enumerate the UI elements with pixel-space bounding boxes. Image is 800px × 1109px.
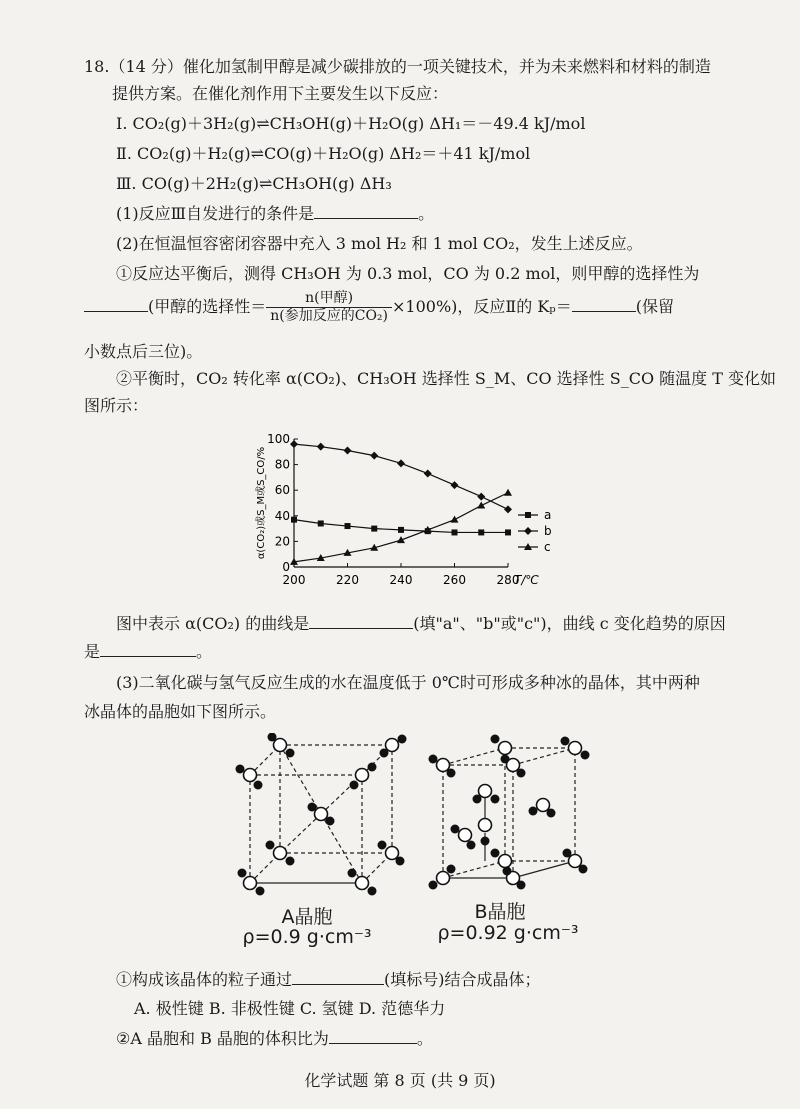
part3-2-end: 。 [416, 1029, 433, 1048]
answer-reason [84, 642, 212, 662]
series-a-point [452, 529, 458, 535]
series-b-point [317, 443, 325, 451]
oxygen-atom [274, 739, 287, 752]
reaction-3: Ⅲ. CO(g)＋2H₂(g)⇌CH₃OH(g) ΔH₃ [116, 174, 392, 193]
cell-b-edge [443, 748, 505, 765]
part1-end: 。 [418, 204, 435, 223]
part2-2-cont: 图所示： [84, 396, 149, 415]
hydrogen-atom [467, 841, 476, 850]
legend-label: b [544, 524, 552, 538]
series-b-line [294, 444, 508, 509]
part2-2: ②平衡时，CO₂ 转化率 α(CO₂)、CH₃OH 选择性 S_M、CO 选择性 S_CO 随温度 T 变化如 [116, 369, 776, 388]
answer-options: A. 极性键 B. 非极性键 C. 氢键 D. 范德华力 [134, 999, 446, 1018]
series-b-point [477, 493, 485, 501]
oxygen-atom [356, 877, 369, 890]
series-a-point [318, 520, 324, 526]
part3-2-text: ②A 晶胞和 B 晶胞的体积比为 [116, 1029, 329, 1048]
hydrogen-atom [447, 865, 456, 874]
selectivity-line [84, 288, 674, 326]
hydrogen-atom [491, 849, 500, 858]
selectivity-line-2: 小数点后三位)。 [84, 342, 203, 361]
series-a-point [345, 523, 351, 529]
reaction-2: Ⅱ. CO₂(g)＋H₂(g)⇌CO(g)＋H₂O(g) ΔH₂＝＋41 kJ/mol [116, 144, 531, 163]
part3: (3)二氧化碳与氢气反应生成的水在温度低于 0℃时可形成多种冰的晶体，其中两种 [116, 673, 700, 692]
x-tick-label: 200 [282, 573, 306, 587]
hydrogen-atom [256, 887, 265, 896]
hydrogen-atom [286, 749, 295, 758]
y-tick-label: 80 [274, 457, 290, 472]
oxygen-atom [274, 847, 287, 860]
hydrogen-atom [429, 755, 438, 764]
x-tick-label: 220 [336, 573, 359, 587]
oxygen-atom [386, 739, 399, 752]
hydrogen-atom [473, 795, 482, 804]
part1-blank[interactable] [314, 204, 418, 219]
y-tick-label: 100 [267, 432, 290, 446]
cell-b-edge [513, 861, 575, 878]
series-b-point [290, 440, 298, 448]
hydrogen-atom [368, 763, 377, 772]
part3-1-text: ①构成该晶体的粒子通过 [116, 970, 293, 989]
hydrogen-atom [517, 769, 526, 778]
x-tick-label: 240 [389, 573, 413, 587]
series-b-point [451, 481, 459, 489]
y-tick-label: 0 [282, 560, 290, 574]
hydrogen-atom [398, 735, 407, 744]
part2-1: ①反应达平衡后，测得 CH₃OH 为 0.3 mol，CO 为 0.2 mol，则甲醇的选择性为 [116, 264, 700, 283]
x-tick-label: 260 [443, 573, 466, 587]
hydrogen-atom [447, 769, 456, 778]
hydrogen-atom [266, 841, 275, 850]
hydrogen-atom [529, 807, 538, 816]
hydrogen-atom [348, 869, 357, 878]
question-header: 18.（14 分）催化加氢制甲醇是减少碳排放的一项关键技术，并为未来燃料和材料的制造 [84, 57, 711, 76]
hydrogen-atom [326, 817, 335, 826]
answer-curve-hint: (填"a"、"b"或"c")，曲线 c 变化趋势的原因 [413, 614, 726, 633]
hydrogen-atom [517, 881, 526, 890]
curve-blank[interactable] [309, 614, 413, 629]
y-axis-label: α(CO₂)或S_M或S_CO/% [256, 446, 267, 560]
reason-blank[interactable] [100, 642, 196, 657]
part2: (2)在恒温恒容密闭容器中充入 3 mol H₂ 和 1 mol CO₂，发生上述反应。 [116, 234, 643, 253]
hydrogen-atom [503, 867, 512, 876]
oxygen-atom [479, 785, 492, 798]
part3-1-hint: (填标号)结合成晶体； [384, 970, 541, 989]
crystal-cell-b [425, 733, 590, 898]
oxygen-atom [244, 877, 257, 890]
series-b-point [344, 447, 352, 455]
hydrogen-atom [308, 803, 317, 812]
fraction-denominator: n(参加反应的CO₂) [270, 308, 388, 324]
oxygen-atom [356, 769, 369, 782]
legend-label: a [544, 508, 552, 522]
hydrogen-atom [378, 841, 387, 850]
x-tick-label: 280 [496, 573, 520, 587]
answer-reason-text: 是 [84, 642, 101, 661]
oxygen-atom [537, 799, 550, 812]
cell-a-bond [280, 814, 321, 853]
answer-curve [116, 614, 726, 634]
oxygen-atom [244, 769, 257, 782]
hydrogen-atom [547, 809, 556, 818]
hydrogen-atom [491, 795, 500, 804]
kp-blank[interactable] [572, 297, 636, 312]
part3-1 [116, 970, 541, 990]
series-b-point [424, 470, 432, 478]
cell-a-density: ρ=0.9 g·cm⁻³ [242, 926, 372, 948]
hydrogen-atom [579, 865, 588, 874]
selectivity-tail: (保留 [635, 297, 674, 316]
legend-label: c [544, 540, 551, 554]
selectivity-fraction [266, 290, 392, 325]
cell-a-bond [321, 775, 362, 814]
series-a-point [398, 527, 404, 533]
oxygen-atom [437, 759, 450, 772]
y-tick-label: 60 [274, 483, 290, 498]
oxygen-atom [386, 847, 399, 860]
question-header-cont: 提供方案。在催化剂作用下主要发生以下反应： [112, 84, 449, 103]
cell-b-edge [513, 748, 575, 765]
y-tick-label: 20 [274, 534, 290, 549]
hydrogen-atom [368, 887, 377, 896]
part1-text: (1)反应Ⅲ自发进行的条件是 [116, 204, 315, 223]
fraction-numerator: n(甲醇) [266, 290, 392, 308]
line-chart [230, 425, 560, 597]
oxygen-atom [569, 855, 582, 868]
series-a-point [371, 526, 377, 532]
hydrogen-atom [286, 857, 295, 866]
series-b-point [370, 452, 378, 460]
hydrogen-atom [350, 781, 359, 790]
hydrogen-atom [254, 781, 263, 790]
series-b-point [504, 505, 512, 513]
cell-a-name: A晶胞 [281, 906, 333, 928]
selectivity-prefix: (甲醇的选择性＝ [148, 297, 267, 316]
hydrogen-atom [501, 755, 510, 764]
cell-b-density: ρ=0.92 g·cm⁻³ [437, 922, 579, 944]
hydrogen-atom [563, 849, 572, 858]
oxygen-atom [499, 742, 512, 755]
selectivity-suffix: ×100%)，反应Ⅱ的 Kₚ＝ [392, 297, 572, 316]
hydrogen-atom [581, 751, 590, 760]
series-c-point [477, 502, 485, 509]
answer-curve-text: 图中表示 α(CO₂) 的曲线是 [116, 614, 310, 633]
series-b-point [397, 459, 405, 467]
series-a-point [478, 529, 484, 535]
cell-b-name: B晶胞 [474, 901, 526, 923]
y-tick-label: 40 [274, 508, 290, 523]
bond-type-blank[interactable] [292, 970, 384, 985]
series-c-point [451, 516, 459, 523]
oxygen-atom [315, 808, 328, 821]
hydrogen-atom [396, 857, 405, 866]
reaction-1: Ⅰ. CO₂(g)＋3H₂(g)⇌CH₃OH(g)＋H₂O(g) ΔH₁＝－49.4 kJ/mol [116, 114, 586, 133]
hydrogen-atom [380, 749, 389, 758]
oxygen-atom [569, 742, 582, 755]
series-a-point [525, 512, 531, 518]
series-b-point [524, 527, 532, 535]
oxygen-atom [437, 872, 450, 885]
x-axis-label: T/℃ [514, 573, 539, 587]
volume-ratio-blank[interactable] [329, 1029, 417, 1044]
answer-reason-end: 。 [196, 642, 213, 661]
series-a-point [505, 529, 511, 535]
oxygen-atom [459, 829, 472, 842]
part1 [116, 204, 434, 224]
hydrogen-atom [236, 765, 245, 774]
selectivity-blank[interactable] [84, 297, 148, 312]
series-a-point [291, 517, 297, 523]
hydrogen-atom [238, 869, 247, 878]
crystal-cell-a [232, 733, 412, 908]
hydrogen-atom [451, 825, 460, 834]
hydrogen-atom [491, 735, 500, 744]
hydrogen-atom [481, 837, 490, 846]
part3-cont: 冰晶体的晶胞如下图所示。 [84, 702, 277, 721]
hydrogen-atom [561, 737, 570, 746]
part3-2 [116, 1029, 433, 1049]
hydrogen-atom [429, 881, 438, 890]
oxygen-atom [499, 855, 512, 868]
oxygen-atom [479, 819, 492, 832]
page-footer: 化学试题 第 8 页 (共 9 页) [304, 1071, 496, 1090]
series-c-point [504, 489, 512, 496]
